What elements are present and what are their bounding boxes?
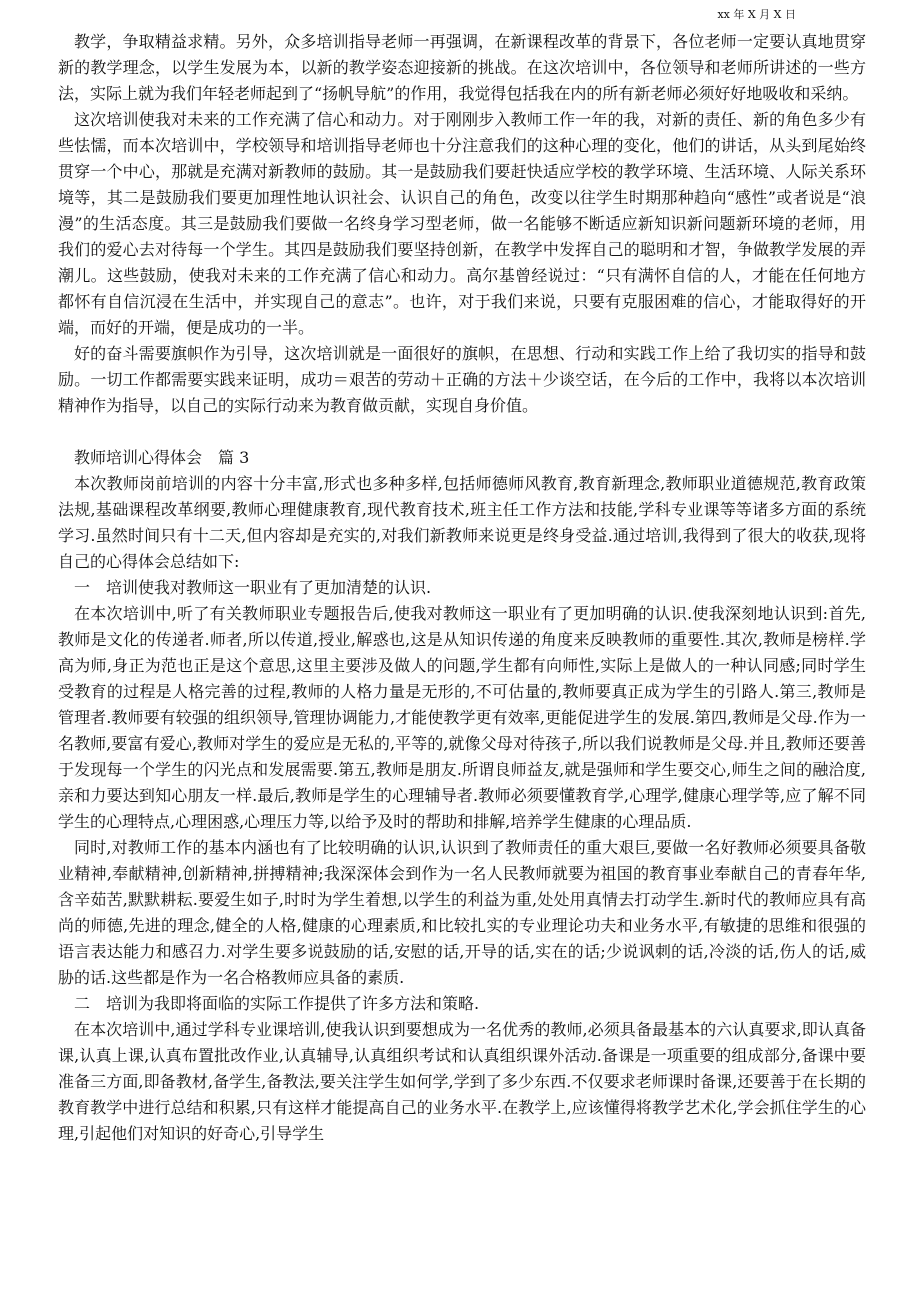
subsection-title: 一 培训使我对教师这一职业有了更加清楚的认识. [74, 578, 432, 597]
paragraph: 在本次培训中,听了有关教师职业专题报告后,使我对教师这一职业有了更加明确的认识.使我深刻地认识到:首先,教师是文化的传递者.师者,所以传道,授业,解惑也,这是从知识传递的角度来反映教师的重要性.其次,教师是榜样.学高为师,身正为范也正是这个意思,这里主要涉及做人的问题,学生都有向师性,实际上是做人的一种认同感;同时学生受教育的过程是人格完善的过程,教师的人格力量是无形的,不可估量的,教师要真正成为学生的引路人.第三,教师是管理者.教师要有较强的组织领导,管理协调能力,才能使教学更有效率,更能促进学生的发展.第四,教师是父母.作为一名教师,要富有爱心,教师对学生的爱应是无私的,平等的,就像父母对待孩子,所以我们说教师是父母.并且,教师还要善于发现每一个学生的闪光点和发展需要.第五,教师是朋友.所谓良师益友,就是强师和学生要交心,师生之间的融洽度,亲和力要达到知心朋友一样.最后,教师是学生的心理辅导者.教师必须要懂教育学,心理学,健康心理学等,应了解不同学生的心理特点,心理困惑,心理压力等,以给予及时的帮助和排解,培养学生健康的心理品质. [58, 604, 866, 831]
subsection-title: 二 培训为我即将面临的实际工作提供了许多方法和策略. [74, 994, 480, 1013]
paragraph: 这次培训使我对未来的工作充满了信心和动力。对于刚刚步入教师工作一年的我，对新的责任、新的角色多少有些怯懦，而本次培训中，学校领导和培训指导老师也十分注意我们的这种心理的变化，他们的讲话，从头到尾始终贯穿一个中心，那就是充满对新教师的鼓励。其一是鼓励我们要赶快适应学校的教学环境、生活环境、人际关系环境等，其二是鼓励我们要更加理性地认识社会、认识自己的角色，改变以往学生时期那种趋向“感性”或者说是“浪漫”的生活态度。其三是鼓励我们要做一名终身学习型老师，做一名能够不断适应新知识新问题新环境的老师，用我们的爱心去对待每一个学生。其四是鼓励我们要坚持创新，在教学中发挥自己的聪明和才智，争做教学发展的弄潮儿。这些鼓励，使我对未来的工作充满了信心和动力。高尔基曾经说过：“只有满怀自信的人，才能在任何地方都怀有自信沉浸在生活中，并实现自己的意志”。也许，对于我们来说，只要有克服困难的信心，才能取得好的开端，而好的开端，便是成功的一半。 [58, 110, 866, 337]
document-body [58, 29, 866, 1147]
section-title: 教师培训心得体会 篇 3 [74, 448, 250, 467]
paragraph: 好的奋斗需要旗帜作为引导，这次培训就是一面很好的旗帜，在思想、行动和实践工作上给了我切实的指导和鼓励。一切工作都需要实践来证明，成功＝艰苦的劳动＋正确的方法＋少谈空话，在今后的工作中，我将以本次培训精神作为指导，以自己的实际行动来为教育做贡献，实现自身价值。 [58, 344, 866, 415]
paragraph: 在本次培训中,通过学科专业课培训,使我认识到要想成为一名优秀的教师,必须具备最基本的六认真要求,即认真备课,认真上课,认真布置批改作业,认真辅导,认真组织考试和认真组织课外活动.备课是一项重要的组成部分,备课中要准备三方面,即备教材,备学生,备教法,要关注学生如何学,学到了多少东西.不仅要求老师课时备课,还要善于在长期的教育教学中进行总结和积累,只有这样才能提高自己的业务水平.在教学上,应该懂得将教学艺术化,学会抓住学生的心理,引起他们对知识的好奇心,引导学生 [58, 1020, 866, 1143]
paragraph: 教学，争取精益求精。另外，众多培训指导老师一再强调，在新课程改革的背景下，各位老师一定要认真地贯穿新的教学理念，以学生发展为本，以新的教学姿态迎接新的挑战。在这次培训中，各位领导和老师所讲述的一些方法，实际上就为我们年轻老师起到了“扬帆导航”的作用，我觉得包括我在内的所有新老师必须好好地吸收和采纳。 [58, 32, 866, 103]
paragraph: 同时,对教师工作的基本内涵也有了比较明确的认识,认识到了教师责任的重大艰巨,要做一名好教师必须要具备敬业精神,奉献精神,创新精神,拼搏精神;我深深体会到作为一名人民教师就要为祖国的教育事业奉献自己的青春年华,含辛茹苦,默默耕耘.要爱生如子,时时为学生着想,以学生的利益为重,处处用真情去打动学生.新时代的教师应具有高尚的师德,先进的理念,健全的人格,健康的心理素质,和比较扎实的专业理论功夫和业务水平,有敏捷的思维和很强的语言表达能力和感召力.对学生要多说鼓励的话,安慰的话,开导的话,实在的话;少说讽刺的话,冷淡的话,伤人的话,威胁的话.这些都是作为一名合格教师应具备的素质. [58, 838, 866, 987]
header-date: xx 年 X 月 X 日 [717, 8, 796, 21]
paragraph: 本次教师岗前培训的内容十分丰富,形式也多种多样,包括师德师风教育,教育新理念,教师职业道德规范,教育政策法规,基础课程改革纲要,教师心理健康教育,现代教育技术,班主任工作方法和技能,学科专业课等等诸多方面的系统学习.虽然时间只有十二天,但内容却是充实的,对我们新教师来说更是终身受益.通过培训,我得到了很大的收获,现将自己的心得体会总结如下: [58, 474, 866, 571]
